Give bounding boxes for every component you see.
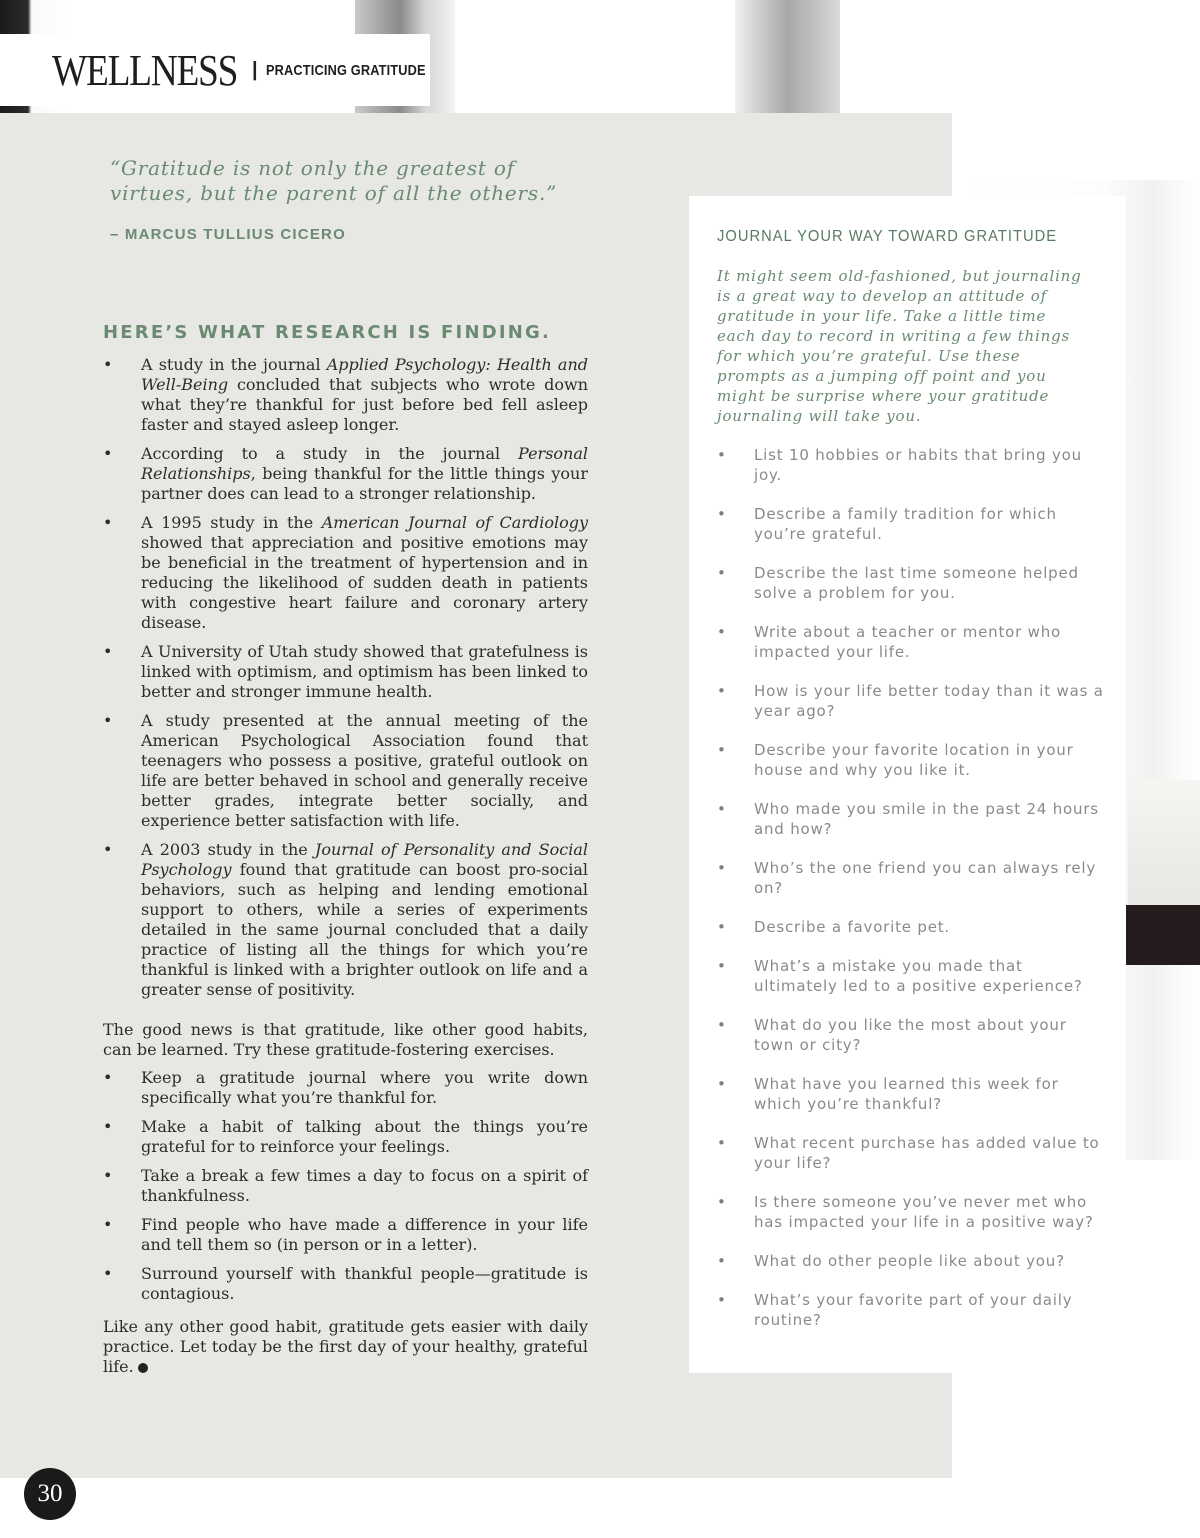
journal-name: American Journal of Cardiology	[321, 513, 588, 532]
journal-prompt: • Describe a favorite pet.	[717, 917, 1107, 937]
research-list	[103, 355, 588, 1000]
journal-prompt: • What have you learned this week for which you’re thankful?	[717, 1074, 1107, 1114]
closing-paragraph	[103, 1317, 588, 1377]
research-item: • A study in the journal Applied Psychology: Health and Well-Being concluded that subjects who wrote down what they’re thankful for just before bed fell asleep faster and stayed asleep longer.	[103, 355, 588, 435]
journal-prompt: • How is your life better today than it was a year ago?	[717, 681, 1107, 721]
research-item: • A 2003 study in the Journal of Personality and Social Psychology found that gratitude can boost pro-social behaviors, such as helping and lending emotional support to others, while a series of experiments detailed in the same journal concluded that a daily practice of listing all the things for which you’re thankful is linked with a brighter outlook on life and a greater sense of positivity.	[103, 840, 588, 1000]
journal-prompt: • Who’s the one friend you can always rely on?	[717, 858, 1107, 898]
section-header	[0, 34, 430, 106]
exercises-section	[103, 1020, 588, 1313]
journal-prompt: • Describe the last time someone helped solve a problem for you.	[717, 563, 1107, 603]
journal-intro: It might seem old-fashioned, but journaling is a great way to develop an attitude of gratitude in your life. Take a little time each day to record in writing a few things for which you’re grateful. Use these prompts as a jumping off point and you might be surprise where your gratitude journaling will take you.	[717, 267, 1082, 425]
photo-window-frame	[735, 0, 840, 115]
photo-dark-object	[1126, 905, 1200, 965]
pull-quote: “Gratitude is not only the greatest of virtues, but the parent of all the others.”	[110, 156, 558, 205]
journal-prompt: • What’s a mistake you made that ultimately led to a positive experience?	[717, 956, 1107, 996]
subsection-title: PRACTICING GRATITUDE	[265, 61, 426, 79]
quote-attribution: – MARCUS TULLIUS CICERO	[110, 226, 346, 243]
section-name: WELLNESS	[52, 45, 238, 95]
research-item: • A study presented at the annual meeting of the American Psychological Association found that teenagers who possess a positive, grateful outlook on life are better behaved in school and generally receive better grades, integrate better socially, and experience better satisfaction with life.	[103, 711, 588, 831]
photo-light-area	[1128, 780, 1200, 910]
research-item: • A 1995 study in the American Journal of Cardiology showed that appreciation and positive emotions may be beneficial in the treatment of hypertension and in reducing the likelihood of sudden death in patients with congestive heart failure and coronary artery disease.	[103, 513, 588, 633]
journal-heading: JOURNAL YOUR WAY TOWARD GRATITUDE	[717, 228, 1058, 245]
journal-prompt: • What do other people like about you?	[717, 1251, 1107, 1271]
journal-prompt: • What recent purchase has added value to your life?	[717, 1133, 1107, 1173]
journal-prompt: • Describe a family tradition for which you’re grateful.	[717, 504, 1107, 544]
research-heading: HERE’S WHAT RESEARCH IS FINDING.	[103, 322, 552, 343]
research-section	[103, 355, 588, 1009]
research-item: • According to a study in the journal Personal Relationships, being thankful for the little things your partner does can lead to a stronger relationship.	[103, 444, 588, 504]
exercise-item: • Keep a gratitude journal where you write down specifically what you’re thankful for.	[103, 1068, 588, 1108]
closing-text: Like any other good habit, gratitude gets easier with daily practice. Let today be the first day of your healthy, grateful life.	[103, 1317, 588, 1376]
journal-prompts-list	[717, 445, 1107, 1349]
exercise-item: • Make a habit of talking about the things you’re grateful for to reinforce your feelings.	[103, 1117, 588, 1157]
journal-prompt: • What do you like the most about your town or city?	[717, 1015, 1107, 1055]
exercises-intro: The good news is that gratitude, like other good habits, can be learned. Try these gratitude-fostering exercises.	[103, 1020, 588, 1059]
journal-prompt: • List 10 hobbies or habits that bring you joy.	[717, 445, 1107, 485]
exercise-item: • Surround yourself with thankful people—gratitude is contagious.	[103, 1264, 588, 1304]
exercises-list	[103, 1068, 588, 1304]
journal-prompt: • Who made you smile in the past 24 hours and how?	[717, 799, 1107, 839]
research-item-text: concluded that subjects who wrote down what they’re thankful for just before bed fell asleep faster and stayed asleep longer.	[141, 375, 588, 434]
journal-name: Personal Relationships	[141, 444, 588, 483]
exercise-item: • Find people who have made a difference in your life and tell them so (in person or in a letter).	[103, 1215, 588, 1255]
journal-prompt: • Is there someone you’ve never met who has impacted your life in a positive way?	[717, 1192, 1107, 1232]
journal-prompt: • Describe your favorite location in your house and why you like it.	[717, 740, 1107, 780]
journal-name: Journal of Personality and Social Psychology	[141, 840, 589, 879]
research-item: • A University of Utah study showed that gratefulness is linked with optimism, and optimism has been linked to better and stronger immune health.	[103, 642, 588, 702]
journal-prompt: • What’s your favorite part of your daily routine?	[717, 1290, 1107, 1330]
journal-name: Applied Psychology: Health and Well-Being	[141, 355, 589, 394]
journal-prompt: • Write about a teacher or mentor who impacted your life.	[717, 622, 1107, 662]
end-of-article-icon	[138, 1363, 148, 1373]
exercise-item: • Take a break a few times a day to focus on a spirit of thankfulness.	[103, 1166, 588, 1206]
header-separator: |	[252, 58, 258, 81]
page-number: 30	[24, 1468, 76, 1520]
